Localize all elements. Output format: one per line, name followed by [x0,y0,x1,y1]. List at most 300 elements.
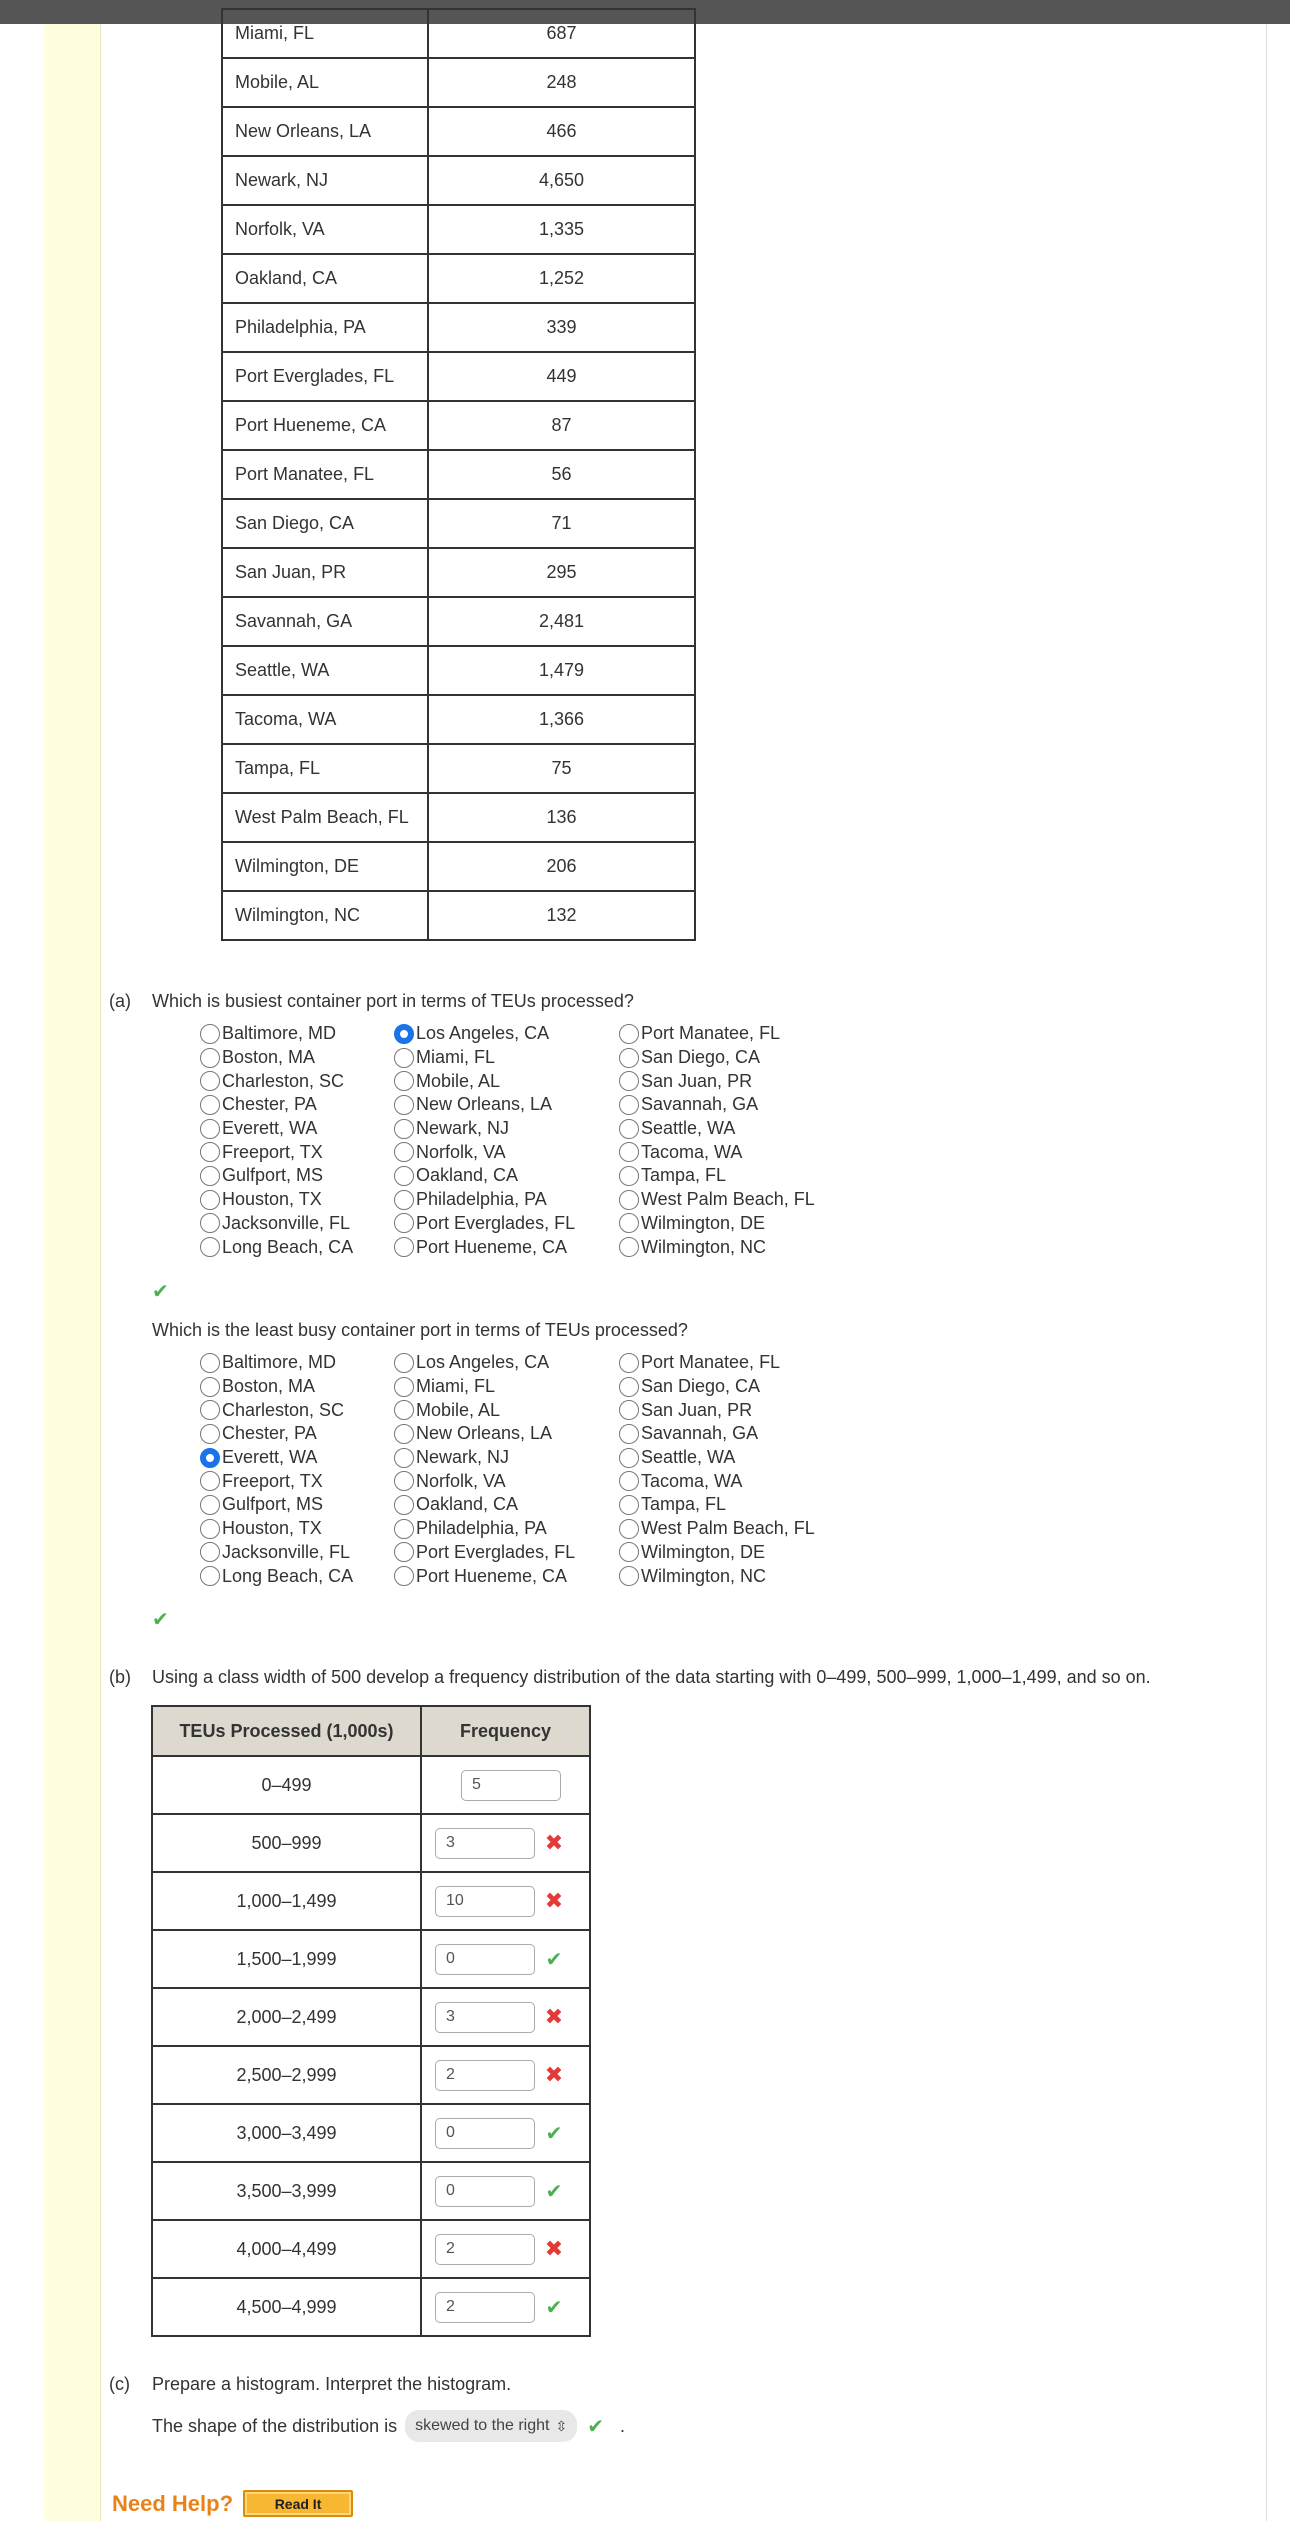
radio-button[interactable] [200,1542,220,1562]
column-header-frequency: Frequency [421,1706,590,1756]
radio-label: Gulfport, MS [222,1165,324,1186]
frequency-cell-content [422,1886,589,1917]
radio-label: Tacoma, WA [641,1141,743,1162]
radio-option[interactable] [619,1022,839,1046]
radio-button[interactable] [200,1119,220,1139]
radio-button[interactable] [619,1237,639,1257]
radio-button[interactable] [619,1166,639,1186]
radio-label: West Palm Beach, FL [641,1518,815,1539]
class-interval-cell: 4,500–4,999 [152,2278,421,2336]
class-interval-cell: 4,000–4,499 [152,2220,421,2278]
frequency-cell-content [422,2060,589,2091]
radio-label: San Juan, PR [641,1399,753,1420]
radio-label: Seattle, WA [641,1118,736,1139]
table-row [152,1756,590,1814]
teus-cell: 1,252 [428,254,695,303]
radio-button[interactable] [619,1048,639,1068]
radio-button[interactable] [619,1353,639,1373]
radio-label: New Orleans, LA [416,1094,553,1115]
teus-cell: 339 [428,303,695,352]
class-interval-cell: 0–499 [152,1756,421,1814]
table-row [222,499,695,548]
radio-button[interactable] [200,1353,220,1373]
class-interval-cell: 500–999 [152,1814,421,1872]
table-row [222,401,695,450]
radio-button[interactable] [619,1024,639,1044]
correct-check-icon: ✔ [152,1609,169,1631]
radio-label: Port Everglades, FL [416,1212,576,1233]
radio-label: Boston, MA [222,1376,316,1397]
table-row [152,2220,590,2278]
port-name-cell: Port Hueneme, CA [222,401,428,450]
port-name-cell: Wilmington, DE [222,842,428,891]
radio-button[interactable] [200,1048,220,1068]
radio-button[interactable] [619,1424,639,1444]
radio-button[interactable] [200,1071,220,1091]
table-row [222,744,695,793]
histogram-prompt: Prepare a histogram. Interpret the histogram. [152,2374,512,2394]
part-b-label: (b) [109,1667,131,1687]
radio-label: Port Manatee, FL [641,1352,781,1373]
teus-cell: 248 [428,58,695,107]
correct-check-icon: ✔ [545,2122,563,2145]
radio-label: Wilmington, NC [641,1236,767,1257]
radio-option[interactable] [394,1140,619,1164]
radio-button[interactable] [619,1448,639,1468]
frequency-cell [421,1872,590,1930]
read-it-button[interactable]: Read It [243,2490,353,2517]
incorrect-x-icon: ✖ [544,2004,564,2029]
help-row [112,2490,353,2517]
correct-check-icon: ✔ [545,2180,563,2203]
radio-option[interactable] [619,1446,839,1470]
radio-option[interactable] [200,1446,394,1470]
table-row [152,2278,590,2336]
radio-button[interactable] [619,1495,639,1515]
frequency-input[interactable]: 2 [435,2060,535,2091]
radio-option[interactable] [619,1069,839,1093]
radio-label: Savannah, GA [641,1423,759,1444]
radio-button[interactable] [619,1095,639,1115]
frequency-cell-content [422,2118,589,2149]
radio-button[interactable] [394,1542,414,1562]
radio-label: Newark, NJ [416,1447,510,1468]
radio-label: Long Beach, CA [222,1236,354,1257]
radio-option[interactable] [394,1093,619,1117]
radio-button[interactable] [619,1142,639,1162]
radio-option[interactable] [394,1375,619,1399]
radio-label: Gulfport, MS [222,1494,324,1515]
frequency-table [151,1705,591,2337]
radio-button[interactable] [394,1142,414,1162]
radio-option[interactable] [394,1469,619,1493]
table-row [222,254,695,303]
radio-label: Port Manatee, FL [641,1023,781,1044]
table-row [222,597,695,646]
teus-cell: 466 [428,107,695,156]
radio-button[interactable] [619,1566,639,1586]
port-name-cell: San Diego, CA [222,499,428,548]
radio-option[interactable] [200,1541,394,1565]
frequency-input[interactable]: 5 [461,1770,561,1801]
radio-option[interactable] [200,1046,394,1070]
radio-label: Norfolk, VA [416,1141,506,1162]
table-row [222,9,695,58]
radio-label: Baltimore, MD [222,1352,337,1373]
shape-suffix-text: . [619,2415,625,2436]
radio-option[interactable] [200,1351,394,1375]
least-busy-port-radio-group [200,1351,839,1588]
radio-option[interactable] [394,1422,619,1446]
radio-option[interactable] [619,1117,839,1141]
radio-label: San Juan, PR [641,1070,753,1091]
radio-button[interactable] [394,1237,414,1257]
part-a-label: (a) [109,991,131,1011]
radio-label: Jacksonville, FL [222,1212,351,1233]
port-name-cell: Philadelphia, PA [222,303,428,352]
radio-label: Boston, MA [222,1047,316,1068]
radio-option[interactable] [619,1235,839,1259]
radio-option[interactable] [394,1022,619,1046]
class-interval-cell: 2,500–2,999 [152,2046,421,2104]
radio-option[interactable] [394,1351,619,1375]
frequency-prompt: Using a class width of 500 develop a frequency distribution of the data starting with 0–499, 500–999, 1,000–1,499, and so on. [152,1667,1151,1687]
question-busiest: Which is busiest container port in terms of TEUs processed? [152,991,634,1011]
port-name-cell: Norfolk, VA [222,205,428,254]
radio-label: San Diego, CA [641,1376,761,1397]
radio-button[interactable] [394,1353,414,1373]
radio-option[interactable] [619,1164,839,1188]
port-name-cell: West Palm Beach, FL [222,793,428,842]
radio-label: Port Everglades, FL [416,1541,576,1562]
port-name-cell: Miami, FL [222,9,428,58]
radio-button[interactable] [200,1024,220,1044]
radio-option[interactable] [394,1564,619,1588]
radio-option[interactable] [200,1140,394,1164]
radio-label: Houston, TX [222,1189,322,1210]
chevron-updown-icon: ⇳ [555,2417,568,2434]
port-name-cell: Mobile, AL [222,58,428,107]
table-row [152,2104,590,2162]
radio-button[interactable] [200,1566,220,1586]
frequency-cell [421,2220,590,2278]
radio-option[interactable] [394,1188,619,1212]
radio-button[interactable] [200,1213,220,1233]
radio-label: Tampa, FL [641,1494,727,1515]
radio-label: Chester, PA [222,1423,317,1444]
radio-option[interactable] [200,1469,394,1493]
port-name-cell: Port Manatee, FL [222,450,428,499]
frequency-cell [421,2104,590,2162]
frequency-input[interactable]: 10 [435,1886,535,1917]
teus-cell: 1,335 [428,205,695,254]
table-row [222,891,695,940]
incorrect-x-icon: ✖ [544,2062,564,2087]
shape-dropdown-value: skewed to the right [415,2417,550,2434]
radio-button[interactable] [619,1519,639,1539]
table-row [222,450,695,499]
radio-button[interactable] [619,1119,639,1139]
port-name-cell: Wilmington, NC [222,891,428,940]
radio-button[interactable] [200,1166,220,1186]
port-name-cell: New Orleans, LA [222,107,428,156]
radio-option[interactable] [394,1398,619,1422]
radio-button[interactable] [619,1377,639,1397]
frequency-cell [421,1756,590,1814]
radio-button[interactable] [394,1471,414,1491]
radio-label: Newark, NJ [416,1118,510,1139]
radio-option[interactable] [619,1493,839,1517]
radio-option[interactable] [200,1212,394,1236]
radio-button[interactable] [394,1071,414,1091]
radio-button[interactable] [394,1048,414,1068]
radio-button[interactable] [200,1400,220,1420]
frequency-cell-content [422,1770,589,1801]
shape-dropdown[interactable] [405,2410,577,2442]
radio-button[interactable] [619,1190,639,1210]
radio-button[interactable] [619,1071,639,1091]
radio-option[interactable] [619,1541,839,1565]
shape-prefix-text: The shape of the distribution is [152,2415,398,2436]
frequency-input[interactable]: 3 [435,2002,535,2033]
table-row [222,646,695,695]
radio-button[interactable] [394,1424,414,1444]
radio-option[interactable] [200,1493,394,1517]
table-row [222,303,695,352]
incorrect-x-icon: ✖ [544,1830,564,1855]
teus-cell: 1,366 [428,695,695,744]
radio-label: Mobile, AL [416,1070,501,1091]
correct-check-icon: ✔ [152,1281,169,1303]
left-margin-stripe [44,24,101,2521]
radio-option[interactable] [619,1351,839,1375]
table-row [222,107,695,156]
teus-cell: 687 [428,9,695,58]
frequency-input[interactable]: 2 [435,2292,535,2323]
radio-option[interactable] [394,1212,619,1236]
correct-check-icon: ✔ [545,2296,563,2319]
radio-label: Port Hueneme, CA [416,1236,568,1257]
radio-label: Everett, WA [222,1447,318,1468]
table-row [222,548,695,597]
radio-option[interactable] [619,1517,839,1541]
radio-button[interactable] [200,1495,220,1515]
table-row [222,793,695,842]
radio-option[interactable] [394,1493,619,1517]
radio-option[interactable] [200,1235,394,1259]
radio-label: Oakland, CA [416,1494,519,1515]
radio-option[interactable] [394,1517,619,1541]
radio-label: San Diego, CA [641,1047,761,1068]
radio-button[interactable] [394,1213,414,1233]
radio-option[interactable] [619,1093,839,1117]
radio-option[interactable] [394,1235,619,1259]
table-row [222,695,695,744]
radio-label: Tampa, FL [641,1165,727,1186]
frequency-cell-content [422,1828,589,1859]
radio-button[interactable] [394,1400,414,1420]
table-row [152,2162,590,2220]
port-name-cell: San Juan, PR [222,548,428,597]
table-row [222,58,695,107]
radio-button[interactable] [200,1424,220,1444]
radio-label: Los Angeles, CA [416,1352,550,1373]
frequency-cell-content [422,2002,589,2033]
radio-button[interactable] [394,1190,414,1210]
radio-button[interactable] [394,1377,414,1397]
radio-button[interactable] [200,1237,220,1257]
radio-label: Port Hueneme, CA [416,1565,568,1586]
table-row [152,1872,590,1930]
radio-button[interactable] [394,1119,414,1139]
ports-table [221,8,696,941]
need-help-label: Need Help? [112,2490,234,2516]
class-interval-cell: 3,500–3,999 [152,2162,421,2220]
radio-label: Houston, TX [222,1518,322,1539]
radio-option[interactable] [200,1517,394,1541]
radio-label: Wilmington, DE [641,1212,766,1233]
radio-label: Los Angeles, CA [416,1023,550,1044]
frequency-input[interactable]: 0 [435,2176,535,2207]
radio-label: Oakland, CA [416,1165,519,1186]
radio-label: Wilmington, DE [641,1541,766,1562]
radio-button[interactable] [619,1471,639,1491]
radio-option[interactable] [200,1164,394,1188]
radio-button[interactable] [394,1024,414,1044]
radio-button[interactable] [394,1448,414,1468]
radio-option[interactable] [394,1164,619,1188]
radio-label: New Orleans, LA [416,1423,553,1444]
radio-option[interactable] [200,1188,394,1212]
frequency-cell [421,1930,590,1988]
radio-button[interactable] [619,1542,639,1562]
radio-option[interactable] [619,1469,839,1493]
radio-option[interactable] [200,1069,394,1093]
radio-button[interactable] [200,1377,220,1397]
port-name-cell: Seattle, WA [222,646,428,695]
radio-button[interactable] [200,1448,220,1468]
radio-button[interactable] [394,1519,414,1539]
radio-button[interactable] [394,1166,414,1186]
teus-cell: 206 [428,842,695,891]
table-row [152,1988,590,2046]
frequency-input[interactable]: 0 [435,2118,535,2149]
radio-option[interactable] [200,1093,394,1117]
frequency-cell [421,2278,590,2336]
radio-option[interactable] [394,1046,619,1070]
radio-button[interactable] [619,1400,639,1420]
radio-button[interactable] [394,1566,414,1586]
teus-cell: 2,481 [428,597,695,646]
radio-option[interactable] [394,1069,619,1093]
radio-label: West Palm Beach, FL [641,1189,815,1210]
teus-cell: 56 [428,450,695,499]
radio-label: Savannah, GA [641,1094,759,1115]
radio-option[interactable] [619,1188,839,1212]
frequency-cell-content [422,1944,589,1975]
radio-option[interactable] [200,1117,394,1141]
radio-button[interactable] [619,1213,639,1233]
frequency-input[interactable]: 3 [435,1828,535,1859]
table-row [222,352,695,401]
radio-label: Charleston, SC [222,1070,345,1091]
radio-option[interactable] [619,1564,839,1588]
class-interval-cell: 2,000–2,499 [152,1988,421,2046]
table-row [222,156,695,205]
radio-label: Everett, WA [222,1118,318,1139]
radio-label: Seattle, WA [641,1447,736,1468]
teus-cell: 87 [428,401,695,450]
question-least-busy: Which is the least busy container port in terms of TEUs processed? [152,1320,688,1340]
column-header-teus: TEUs Processed (1,000s) [152,1706,421,1756]
radio-button[interactable] [200,1471,220,1491]
radio-option[interactable] [200,1564,394,1588]
frequency-input[interactable]: 0 [435,1944,535,1975]
radio-button[interactable] [200,1095,220,1115]
teus-cell: 136 [428,793,695,842]
class-interval-cell: 1,500–1,999 [152,1930,421,1988]
radio-option[interactable] [619,1212,839,1236]
radio-label: Charleston, SC [222,1399,345,1420]
frequency-input[interactable]: 2 [435,2234,535,2265]
frequency-cell [421,1814,590,1872]
teus-cell: 295 [428,548,695,597]
radio-option[interactable] [619,1375,839,1399]
radio-option[interactable] [394,1446,619,1470]
port-name-cell: Tampa, FL [222,744,428,793]
radio-label: Miami, FL [416,1047,496,1068]
table-row [152,1930,590,1988]
radio-button[interactable] [200,1190,220,1210]
radio-label: Philadelphia, PA [416,1518,547,1539]
radio-button[interactable] [394,1095,414,1115]
radio-option[interactable] [394,1117,619,1141]
teus-cell: 4,650 [428,156,695,205]
table-row [152,2046,590,2104]
radio-button[interactable] [200,1142,220,1162]
radio-button[interactable] [200,1519,220,1539]
radio-option[interactable] [619,1422,839,1446]
radio-option[interactable] [394,1541,619,1565]
radio-option[interactable] [619,1046,839,1070]
radio-option[interactable] [619,1140,839,1164]
radio-label: Jacksonville, FL [222,1541,351,1562]
radio-button[interactable] [394,1495,414,1515]
radio-label: Chester, PA [222,1094,317,1115]
radio-option[interactable] [619,1398,839,1422]
table-row [222,842,695,891]
teus-cell: 71 [428,499,695,548]
radio-label: Philadelphia, PA [416,1189,547,1210]
radio-label: Baltimore, MD [222,1023,337,1044]
frequency-cell [421,2046,590,2104]
radio-option[interactable] [200,1398,394,1422]
teus-cell: 449 [428,352,695,401]
radio-option[interactable] [200,1422,394,1446]
port-name-cell: Savannah, GA [222,597,428,646]
radio-label: Freeport, TX [222,1141,323,1162]
radio-label: Mobile, AL [416,1399,501,1420]
incorrect-x-icon: ✖ [544,1888,564,1913]
radio-option[interactable] [200,1022,394,1046]
correct-check-icon: ✔ [587,2415,604,2438]
frequency-cell-content [422,2234,589,2265]
radio-option[interactable] [200,1375,394,1399]
frequency-cell-content [422,2292,589,2323]
table-row [222,205,695,254]
part-c-label: (c) [109,2374,130,2394]
port-name-cell: Port Everglades, FL [222,352,428,401]
